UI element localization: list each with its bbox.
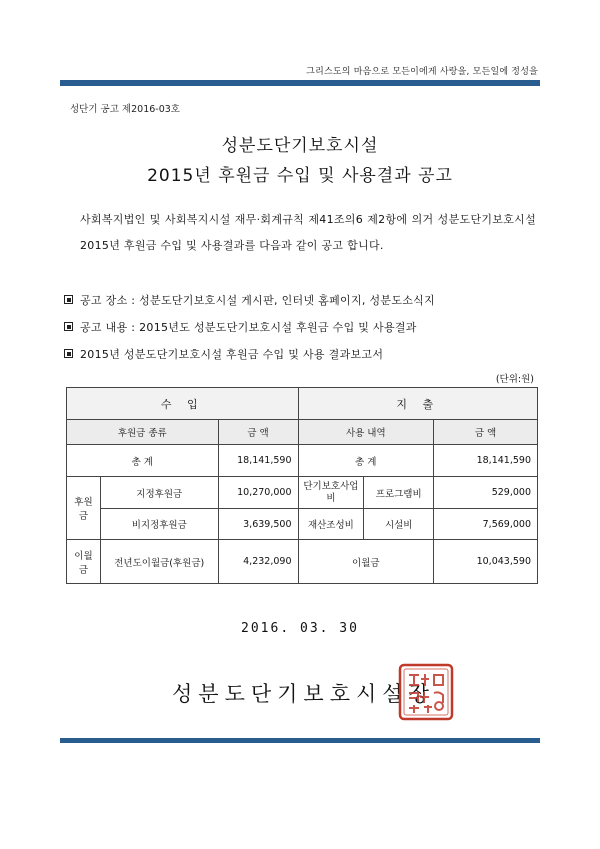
donation-group-label: 후원금 bbox=[67, 477, 101, 540]
issue-date: 2016. 03. 30 bbox=[241, 621, 359, 636]
official-seal-icon bbox=[398, 663, 454, 721]
title-line-2: 2015년 후원금 수입 및 사용결과 공고 bbox=[147, 166, 453, 186]
expense1-amount: 529,000 bbox=[434, 477, 538, 509]
expense2-amount: 7,569,000 bbox=[434, 509, 538, 540]
carryover-label: 전년도이월금(후원금) bbox=[100, 540, 218, 584]
notice-number: 성단기 공고 제2016-03호 bbox=[70, 104, 180, 115]
organization-name: 성분도단기보호시설장 bbox=[172, 682, 435, 706]
col-expense-detail: 사용 내역 bbox=[298, 420, 434, 445]
col-expense-amount: 금 액 bbox=[434, 420, 538, 445]
square-bullet-icon bbox=[64, 349, 73, 358]
col-income-amount: 금 액 bbox=[218, 420, 298, 445]
title-line-1: 성분도단기보호시설 bbox=[221, 136, 379, 156]
bullet-text: 2015년 성분도단기보호시설 후원금 수입 및 사용 결과보고서 bbox=[80, 347, 384, 361]
total-expense-label: 총 계 bbox=[298, 445, 434, 477]
designated-label: 지정후원금 bbox=[100, 477, 218, 509]
carryover-expense-label: 이월금 bbox=[298, 540, 434, 584]
bullet-list bbox=[64, 286, 544, 367]
designated-amount: 10,270,000 bbox=[218, 477, 298, 509]
nondesignated-amount: 3,639,500 bbox=[218, 509, 298, 540]
total-income-amount: 18,141,590 bbox=[218, 445, 298, 477]
table-header-row bbox=[67, 388, 538, 420]
table-row bbox=[67, 445, 538, 477]
expense1-category: 단기보호사업비 bbox=[298, 477, 364, 509]
bottom-rule bbox=[60, 738, 540, 743]
unit-label: (단위:원) bbox=[495, 374, 534, 385]
bullet-item bbox=[64, 286, 544, 313]
table-row bbox=[67, 477, 538, 509]
expense2-item: 시설비 bbox=[364, 509, 434, 540]
total-expense-amount: 18,141,590 bbox=[434, 445, 538, 477]
carryover-amount: 4,232,090 bbox=[218, 540, 298, 584]
nondesignated-label: 비지정후원금 bbox=[100, 509, 218, 540]
expense2-category: 재산조성비 bbox=[298, 509, 364, 540]
square-bullet-icon bbox=[64, 295, 73, 304]
carryover-expense-amount: 10,043,590 bbox=[434, 540, 538, 584]
col-income-type: 후원금 종류 bbox=[67, 420, 219, 445]
income-header: 수 입 bbox=[67, 388, 299, 420]
carryover-group-label: 이월금 bbox=[67, 540, 101, 584]
square-bullet-icon bbox=[64, 322, 73, 331]
table-row bbox=[67, 540, 538, 584]
expense1-item: 프로그램비 bbox=[364, 477, 434, 509]
top-rule bbox=[60, 80, 540, 86]
expense-header: 지 출 bbox=[298, 388, 538, 420]
motto-text: 그리스도의 마음으로 모든이에게 사랑을, 모든일에 정성을 bbox=[306, 67, 538, 77]
bullet-text: 공고 장소 : 성분도단기보호시설 게시판, 인터넷 홈페이지, 성분도소식지 bbox=[80, 293, 436, 307]
table-subheader-row bbox=[67, 420, 538, 445]
bullet-item bbox=[64, 340, 544, 367]
bullet-item bbox=[64, 313, 544, 340]
bullet-text: 공고 내용 : 2015년도 성분도단기보호시설 후원금 수입 및 사용결과 bbox=[80, 320, 417, 334]
finance-table bbox=[66, 387, 538, 584]
intro-paragraph: 사회복지법인 및 사회복지시설 재무·회계규칙 제41조의6 제2항에 의거 성분도단기보호시설 2015년 후원금 수입 및 사용결과를 다음과 같이 공고 합니다. bbox=[80, 213, 536, 252]
table-row bbox=[67, 509, 538, 540]
total-income-label: 총 계 bbox=[67, 445, 219, 477]
